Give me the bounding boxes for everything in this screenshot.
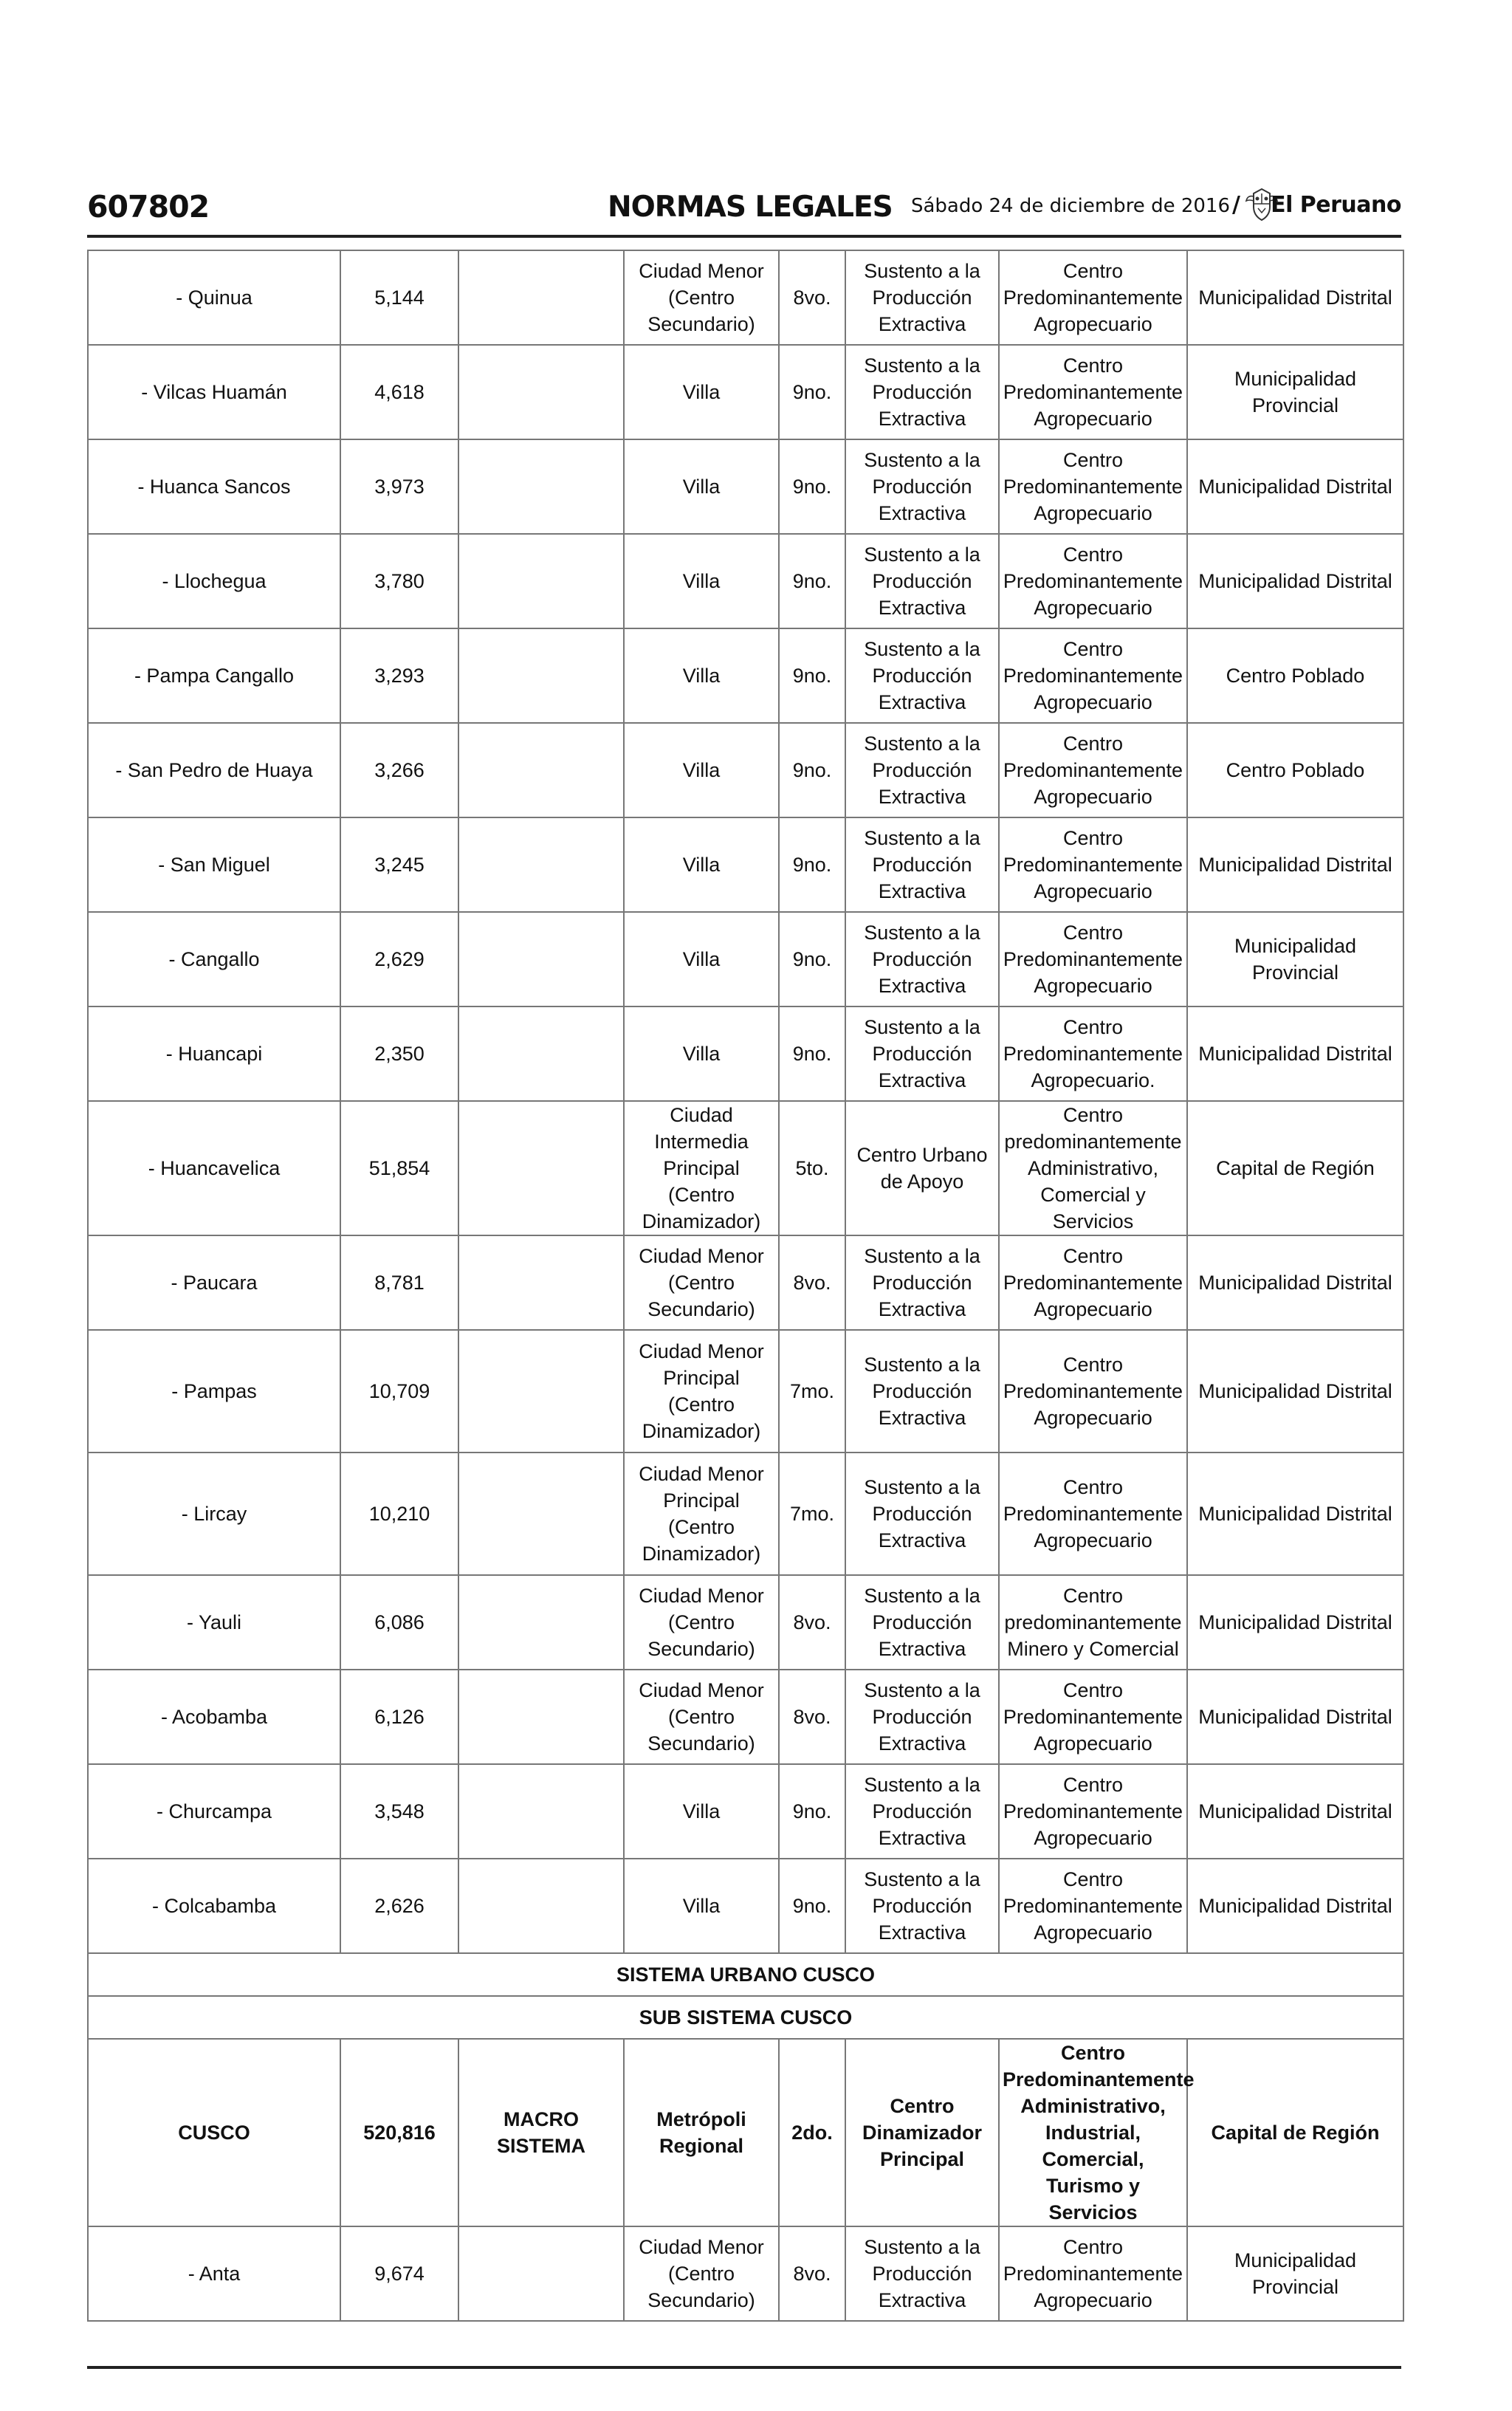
cell-system [458, 534, 624, 628]
system-band-label: SISTEMA URBANO CUSCO [88, 1953, 1403, 1996]
cell-rank: 9no. [779, 1859, 845, 1953]
cell-name: - Llochegua [88, 534, 340, 628]
cell-population: 520,816 [340, 2039, 458, 2226]
cell-function: Centro Predominantemente Agropecuario. [999, 1006, 1187, 1101]
cell-name: - Cangallo [88, 912, 340, 1006]
table-row [88, 912, 1403, 1006]
cell-population: 3,780 [340, 534, 458, 628]
cell-admin: Municipalidad Distrital [1187, 1330, 1403, 1453]
cell-rank: 8vo. [779, 1235, 845, 1330]
cell-function: Centro Predominantemente Agropecuario [999, 2226, 1187, 2321]
publisher-name: El Peruano [1271, 192, 1401, 218]
cell-function: Centro Predominantemente Agropecuario [999, 250, 1187, 345]
cell-category: Ciudad Menor (Centro Secundario) [624, 1575, 779, 1670]
cell-system [458, 2226, 624, 2321]
cell-name: - Pampas [88, 1330, 340, 1453]
cell-function: Centro Predominantemente Agropecuario [999, 1859, 1187, 1953]
cell-population: 3,245 [340, 817, 458, 912]
cell-role: Sustento a la Producción Extractiva [845, 1006, 999, 1101]
cell-system [458, 912, 624, 1006]
cell-admin: Municipalidad Distrital [1187, 1859, 1403, 1953]
cell-name: - Pampa Cangallo [88, 628, 340, 723]
cell-system [458, 628, 624, 723]
cell-category: Villa [624, 439, 779, 534]
cell-role: Sustento a la Producción Extractiva [845, 1764, 999, 1859]
cell-rank: 9no. [779, 345, 845, 439]
table-row [88, 250, 1403, 345]
table-row [88, 628, 1403, 723]
cell-system [458, 439, 624, 534]
cell-function: Centro Predominantemente Agropecuario [999, 628, 1187, 723]
table-row [88, 1453, 1403, 1575]
cell-population: 3,548 [340, 1764, 458, 1859]
cell-rank: 7mo. [779, 1453, 845, 1575]
cell-function: Centro Predominantemente Agropecuario [999, 1764, 1187, 1859]
cell-system [458, 345, 624, 439]
cell-admin: Municipalidad Provincial [1187, 912, 1403, 1006]
table-row [88, 723, 1403, 817]
subsystem-band-label: SUB SISTEMA CUSCO [88, 1996, 1403, 2039]
cell-population: 10,210 [340, 1453, 458, 1575]
cell-system [458, 1575, 624, 1670]
cell-category: Ciudad Intermedia Principal (Centro Dinamizador) [624, 1101, 779, 1235]
cell-admin: Municipalidad Provincial [1187, 345, 1403, 439]
cell-role: Sustento a la Producción Extractiva [845, 1330, 999, 1453]
cell-function: Centro Predominantemente Agropecuario [999, 1330, 1187, 1453]
table-row [88, 1764, 1403, 1859]
cell-function: Centro Predominantemente Agropecuario [999, 723, 1187, 817]
cell-population: 3,293 [340, 628, 458, 723]
urban-system-table [87, 250, 1404, 2322]
system-band [88, 1953, 1403, 1996]
cell-role: Centro Dinamizador Principal [845, 2039, 999, 2226]
cell-system [458, 723, 624, 817]
table-row [88, 817, 1403, 912]
cell-system [458, 1453, 624, 1575]
cell-role: Sustento a la Producción Extractiva [845, 912, 999, 1006]
cell-function: Centro Predominantemente Administrativo, Industrial, Comercial, Turismo y Servicios [999, 2039, 1187, 2226]
cell-rank: 9no. [779, 1764, 845, 1859]
cell-admin: Centro Poblado [1187, 723, 1403, 817]
cell-category: Ciudad Menor (Centro Secundario) [624, 1235, 779, 1330]
cell-system [458, 817, 624, 912]
cell-role: Sustento a la Producción Extractiva [845, 1859, 999, 1953]
cell-role: Sustento a la Producción Extractiva [845, 1575, 999, 1670]
cell-population: 2,350 [340, 1006, 458, 1101]
cell-role: Sustento a la Producción Extractiva [845, 723, 999, 817]
cell-role: Sustento a la Producción Extractiva [845, 628, 999, 723]
cell-name: - Churcampa [88, 1764, 340, 1859]
cell-population: 4,618 [340, 345, 458, 439]
cell-category: Villa [624, 628, 779, 723]
cell-role: Sustento a la Producción Extractiva [845, 439, 999, 534]
cell-admin: Municipalidad Provincial [1187, 2226, 1403, 2321]
cell-function: Centro Predominantemente Agropecuario [999, 1453, 1187, 1575]
cell-rank: 9no. [779, 817, 845, 912]
cell-name: - Acobamba [88, 1670, 340, 1764]
table-row [88, 1670, 1403, 1764]
cell-rank: 9no. [779, 912, 845, 1006]
table-row [88, 1575, 1403, 1670]
cell-name: - Huancapi [88, 1006, 340, 1101]
cell-name: - San Pedro de Huaya [88, 723, 340, 817]
cell-rank: 9no. [779, 534, 845, 628]
table-row [88, 1235, 1403, 1330]
page-number: 607802 [87, 189, 210, 224]
cell-admin: Municipalidad Distrital [1187, 1575, 1403, 1670]
cell-system [458, 250, 624, 345]
cell-name: - San Miguel [88, 817, 340, 912]
cell-population: 10,709 [340, 1330, 458, 1453]
section-title: NORMAS LEGALES [608, 191, 893, 224]
cell-system [458, 1330, 624, 1453]
cell-name: - Colcabamba [88, 1859, 340, 1953]
cell-name: - Yauli [88, 1575, 340, 1670]
cell-population: 6,086 [340, 1575, 458, 1670]
cell-category: Ciudad Menor Principal (Centro Dinamizador) [624, 1330, 779, 1453]
cell-population: 6,126 [340, 1670, 458, 1764]
table-row [88, 1859, 1403, 1953]
cell-rank: 8vo. [779, 1670, 845, 1764]
cell-role: Sustento a la Producción Extractiva [845, 1670, 999, 1764]
cell-population: 51,854 [340, 1101, 458, 1235]
cell-population: 5,144 [340, 250, 458, 345]
cell-population: 9,674 [340, 2226, 458, 2321]
cell-population: 3,266 [340, 723, 458, 817]
page-header [87, 182, 1401, 230]
cell-category: Villa [624, 1859, 779, 1953]
table-row [88, 1006, 1403, 1101]
cell-admin: Municipalidad Distrital [1187, 1453, 1403, 1575]
cell-function: Centro Predominantemente Agropecuario [999, 345, 1187, 439]
cell-role: Sustento a la Producción Extractiva [845, 345, 999, 439]
table-row [88, 439, 1403, 534]
cell-name: - Vilcas Huamán [88, 345, 340, 439]
cell-function: Centro predominantemente Administrativo, Comercial y Servicios [999, 1101, 1187, 1235]
cell-role: Sustento a la Producción Extractiva [845, 1235, 999, 1330]
table-row [88, 345, 1403, 439]
cell-name: - Quinua [88, 250, 340, 345]
cell-name: - Lircay [88, 1453, 340, 1575]
cell-admin: Centro Poblado [1187, 628, 1403, 723]
cell-admin: Capital de Región [1187, 2039, 1403, 2226]
cell-category: Ciudad Menor (Centro Secundario) [624, 2226, 779, 2321]
cell-function: Centro Predominantemente Agropecuario [999, 912, 1187, 1006]
cell-function: Centro Predominantemente Agropecuario [999, 1235, 1187, 1330]
cell-category: Ciudad Menor (Centro Secundario) [624, 250, 779, 345]
cell-function: Centro Predominantemente Agropecuario [999, 534, 1187, 628]
cell-rank: 9no. [779, 723, 845, 817]
cell-admin: Municipalidad Distrital [1187, 439, 1403, 534]
cell-population: 8,781 [340, 1235, 458, 1330]
cell-function: Centro Predominantemente Agropecuario [999, 817, 1187, 912]
cell-rank: 9no. [779, 628, 845, 723]
cell-rank: 9no. [779, 1006, 845, 1101]
cell-admin: Municipalidad Distrital [1187, 1006, 1403, 1101]
cell-role: Sustento a la Producción Extractiva [845, 2226, 999, 2321]
table-row [88, 1330, 1403, 1453]
cell-name: - Anta [88, 2226, 340, 2321]
cell-admin: Municipalidad Distrital [1187, 1670, 1403, 1764]
table-row [88, 1101, 1403, 1235]
cell-population: 3,973 [340, 439, 458, 534]
table-row [88, 534, 1403, 628]
cell-function: Centro Predominantemente Agropecuario [999, 1670, 1187, 1764]
cell-rank: 2do. [779, 2039, 845, 2226]
cell-admin: Municipalidad Distrital [1187, 534, 1403, 628]
cell-population: 2,629 [340, 912, 458, 1006]
cell-rank: 8vo. [779, 2226, 845, 2321]
table-row [88, 2226, 1403, 2321]
cell-category: Villa [624, 1764, 779, 1859]
header-divider [87, 235, 1401, 238]
cell-category: Villa [624, 345, 779, 439]
cell-system [458, 1006, 624, 1101]
cell-category: Ciudad Menor (Centro Secundario) [624, 1670, 779, 1764]
cell-name: - Paucara [88, 1235, 340, 1330]
subsystem-band [88, 1996, 1403, 2039]
cell-category: Villa [624, 817, 779, 912]
cell-system [458, 1670, 624, 1764]
cell-category: Villa [624, 1006, 779, 1101]
cell-rank: 5to. [779, 1101, 845, 1235]
date-separator: / [1232, 192, 1240, 218]
cell-name: - Huancavelica [88, 1101, 340, 1235]
cell-system [458, 1235, 624, 1330]
cell-name: CUSCO [88, 2039, 340, 2226]
cell-function: Centro Predominantemente Agropecuario [999, 439, 1187, 534]
cell-role: Sustento a la Producción Extractiva [845, 250, 999, 345]
cell-system [458, 1859, 624, 1953]
table-row [88, 2039, 1403, 2226]
cell-role: Sustento a la Producción Extractiva [845, 1453, 999, 1575]
cell-admin: Capital de Región [1187, 1101, 1403, 1235]
cell-rank: 7mo. [779, 1330, 845, 1453]
cell-function: Centro predominantemente Minero y Comercial [999, 1575, 1187, 1670]
cell-system [458, 1764, 624, 1859]
cell-rank: 8vo. [779, 1575, 845, 1670]
cell-category: Ciudad Menor Principal (Centro Dinamizador) [624, 1453, 779, 1575]
cell-name: - Huanca Sancos [88, 439, 340, 534]
cell-admin: Municipalidad Distrital [1187, 817, 1403, 912]
cell-admin: Municipalidad Distrital [1187, 1235, 1403, 1330]
cell-category: Metrópoli Regional [624, 2039, 779, 2226]
cell-system: MACRO SISTEMA [458, 2039, 624, 2226]
cell-role: Sustento a la Producción Extractiva [845, 534, 999, 628]
cell-system [458, 1101, 624, 1235]
cell-category: Villa [624, 723, 779, 817]
cell-admin: Municipalidad Distrital [1187, 1764, 1403, 1859]
footer-divider [87, 2366, 1401, 2369]
cell-role: Centro Urbano de Apoyo [845, 1101, 999, 1235]
cell-rank: 9no. [779, 439, 845, 534]
cell-category: Villa [624, 534, 779, 628]
cell-category: Villa [624, 912, 779, 1006]
cell-population: 2,626 [340, 1859, 458, 1953]
cell-role: Sustento a la Producción Extractiva [845, 817, 999, 912]
publication-date: Sábado 24 de diciembre de 2016 [910, 195, 1230, 217]
cell-rank: 8vo. [779, 250, 845, 345]
cell-admin: Municipalidad Distrital [1187, 250, 1403, 345]
